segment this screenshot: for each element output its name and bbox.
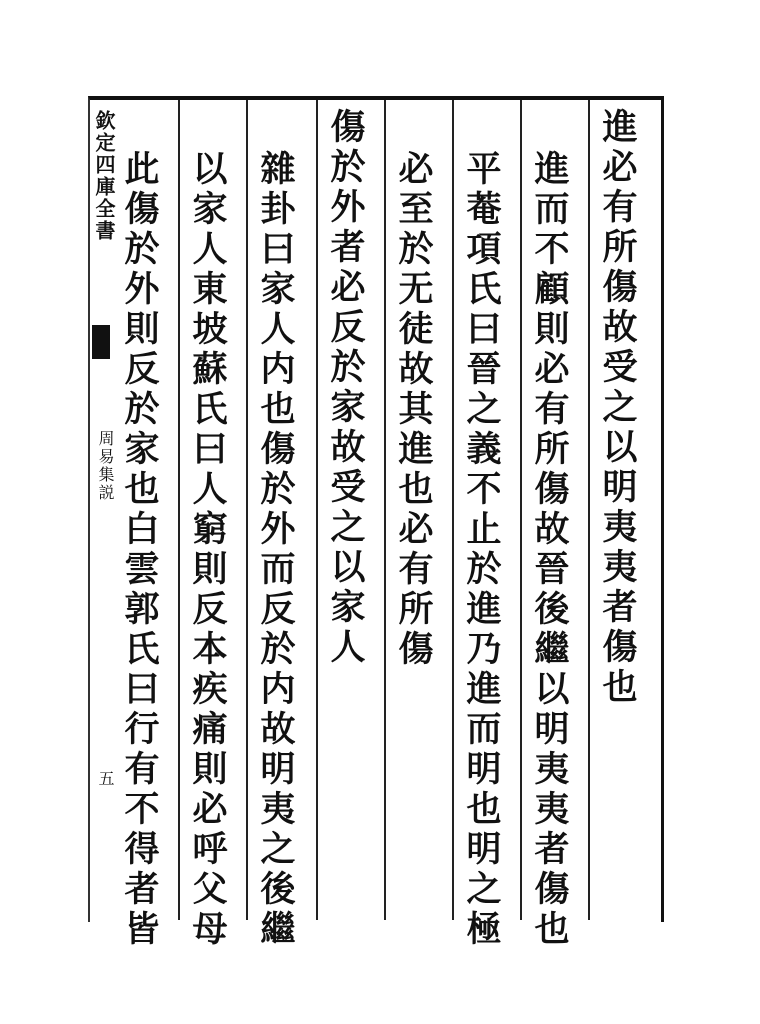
column-divider: [452, 100, 454, 920]
margin-book-title: 周易集説: [96, 430, 115, 502]
text-column-3: 平菴項氏曰晉之義不止於進乃進而明也明之極: [461, 150, 502, 950]
text-column-1: 進必有所傷故受之以明夷夷者傷也: [597, 108, 638, 708]
text-column-5: 傷於外者必反於家故受之以家人: [325, 108, 366, 668]
text-column-2: 進而不顧則必有所傷故晉後繼以明夷夷者傷也: [529, 150, 570, 950]
text-column-6: 雜卦曰家人内也傷於外而反於内故明夷之後繼: [255, 150, 296, 950]
column-divider: [384, 100, 386, 920]
column-divider: [178, 100, 180, 920]
margin-title: 欽定四庫全書: [92, 110, 116, 242]
column-divider: [246, 100, 248, 920]
column-divider: [316, 100, 318, 920]
text-column-4: 必至於无徒故其進也必有所傷: [393, 150, 434, 670]
column-divider: [588, 100, 590, 920]
column-divider: [520, 100, 522, 920]
text-column-7: 以家人東坡蘇氏曰人窮則反本疾痛則必呼父母: [187, 150, 228, 950]
margin-tab: [92, 325, 110, 359]
page-frame: [88, 96, 664, 922]
text-column-8: 此傷於外則反於家也白雲郭氏曰行有不得者皆: [119, 150, 160, 950]
margin-page-number: 五: [96, 770, 115, 786]
